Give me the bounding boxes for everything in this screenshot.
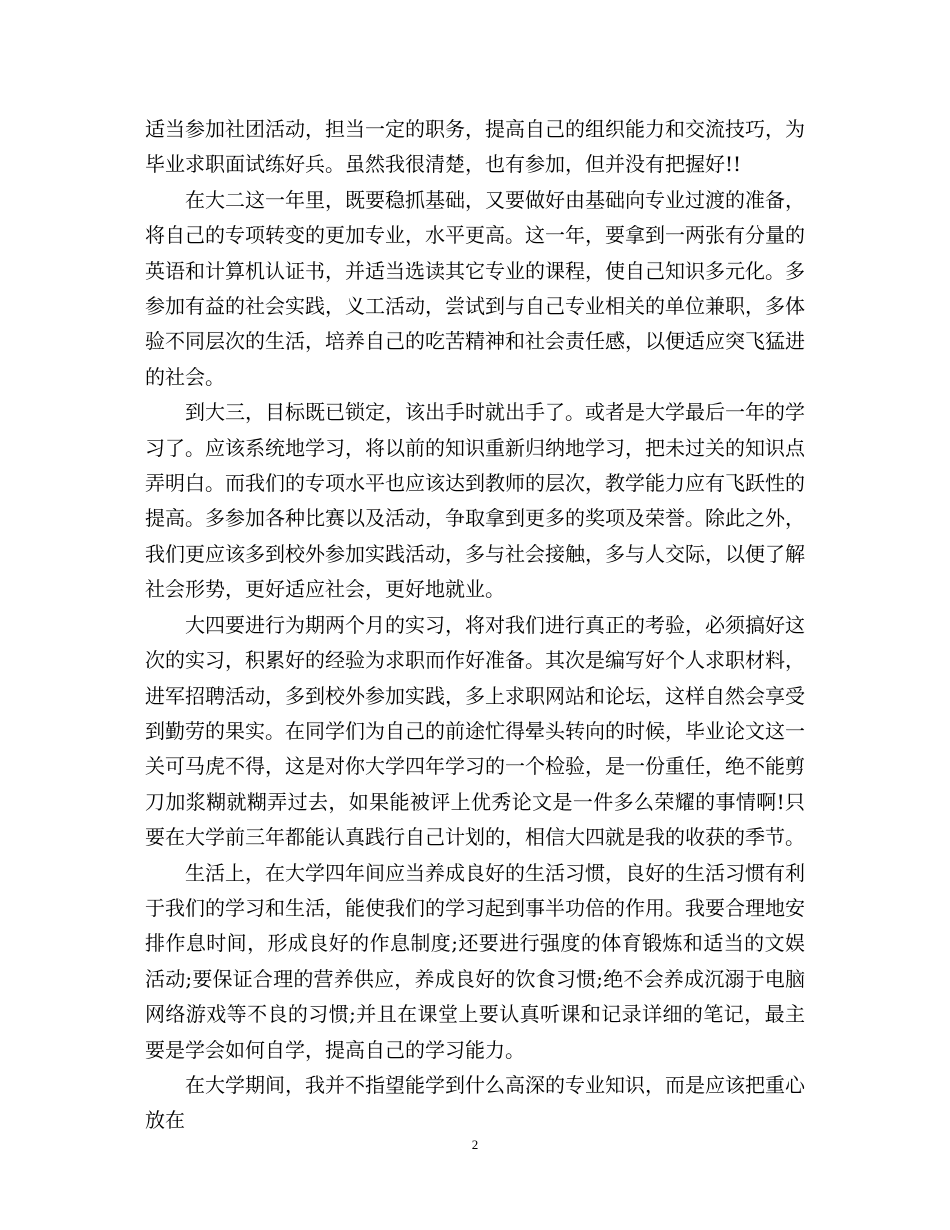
paragraph-2: 在大二这一年里，既要稳抓基础，又要做好由基础向专业过渡的准备，将自己的专项转变的更加专业，水平更高。这一年，要拿到一两张有分量的英语和计算机认证书，并适当选读其它专业的课程，使自己知识多元化。多参加有益的社会实践，义工活动，尝试到与自己专业相关的单位兼职，多体验不同层次的生活，培养自己的吃苦精神和社会责任感，以便适应突飞猛进的社会。 bbox=[145, 187, 805, 389]
paragraph-5: 生活上，在大学四年间应当养成良好的生活习惯，良好的生活习惯有利于我们的学习和生活，能使我们的学习起到事半功倍的作用。我要合理地安排作息时间，形成良好的作息制度;还要进行强度的体育锻炼和适当的文娱活动;要保证合理的营养供应，养成良好的饮食习惯;绝不会养成沉溺于电脑网络游戏等不良的习惯;并且在课堂上要认真听课和记录详细的笔记，最主要是学会如何自学，提高自己的学习能力。 bbox=[145, 860, 805, 1062]
paragraph-3: 到大三，目标既已锁定，该出手时就出手了。或者是大学最后一年的学习了。应该系统地学习，将以前的知识重新归纳地学习，把未过关的知识点弄明白。而我们的专项水平也应该达到教师的层次，教学能力应有飞跃性的提高。多参加各种比赛以及活动，争取拿到更多的奖项及荣誉。除此之外，我们更应该多到校外参加实践活动，多与社会接触，多与人交际，以便了解社会形势，更好适应社会，更好地就业。 bbox=[145, 400, 805, 602]
paragraph-6: 在大学期间，我并不指望能学到什么高深的专业知识，而是应该把重心放在 bbox=[145, 1072, 805, 1133]
paragraph-4: 大四要进行为期两个月的实习，将对我们进行真正的考验，必须搞好这次的实习，积累好的经验为求职而作好准备。其次是编写好个人求职材料，进军招聘活动，多到校外参加实践，多上求职网站和论坛，这样自然会享受到勤劳的果实。在同学们为自己的前途忙得晕头转向的时候，毕业论文这一关可马虎不得，这是对你大学四年学习的一个检验，是一份重任，绝不能剪刀加浆糊就糊弄过去，如果能被评上优秀论文是一件多么荣耀的事情啊!只要在大学前三年都能认真践行自己计划的，相信大四就是我的收获的季节。 bbox=[145, 612, 805, 850]
page-number: 2 bbox=[471, 1137, 479, 1152]
body-text bbox=[145, 112, 805, 1139]
paragraph-1: 适当参加社团活动，担当一定的职务，提高自己的组织能力和交流技巧，为毕业求职面试练好兵。虽然我很清楚，也有参加，但并没有把握好!! bbox=[145, 117, 805, 177]
